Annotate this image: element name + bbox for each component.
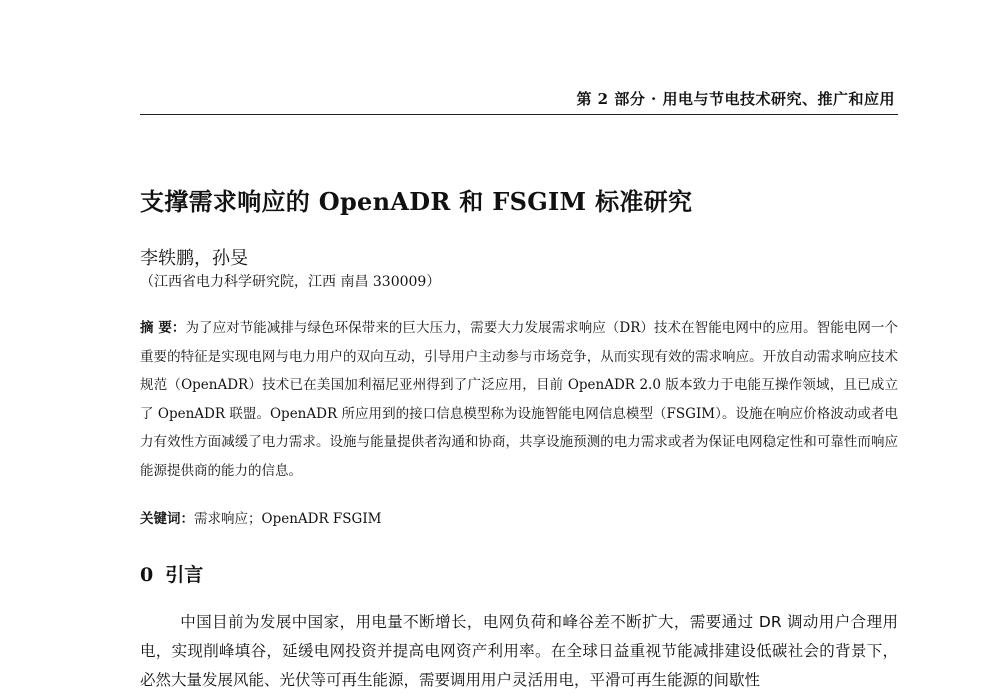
section-number: 0 <box>140 564 154 586</box>
abstract-text: 为了应对节能减排与绿色环保带来的巨大压力，需要大力发展需求响应（DR）技术在智能电网中的应用。智能电网一个重要的特征是实现电网与电力用户的双向互动，引导用户主动参与市场竞争，从而实现有效的需求响应。开放自动需求响应技术规范（OpenADR）技术已在美国加利福尼亚州得到了广泛应用，目前 OpenADR 2.0 版本致力于电能互操作领域，且已成立了 OpenADR 联盟。OpenADR 所应用到的接口信息模型称为设施智能电网信息模型（FSGIM）。设施在响应价格波动或者电力有效性方面减缓了电力需求。设施与能量提供者沟通和协商，共享设施预测的电力需求或者为保证电网稳定性和可靠性而响应能源提供商的能力的信息。 <box>140 320 898 479</box>
running-header: 第 2 部分 · 用电与节电技术研究、推广和应用 <box>576 90 895 108</box>
article-title: 支撑需求响应的 OpenADR 和 FSGIM 标准研究 <box>140 187 693 216</box>
article-authors: 李轶鹏，孙旻 <box>140 248 248 269</box>
keywords-label: 关键词： <box>140 511 194 527</box>
abstract <box>140 314 898 486</box>
keywords-text: 需求响应；OpenADR FSGIM <box>194 511 382 527</box>
keywords <box>140 507 381 527</box>
abstract-label: 摘 要： <box>140 320 186 336</box>
section-title: 引言 <box>165 564 204 586</box>
section-heading <box>140 560 203 587</box>
body-paragraph: 中国目前为发展中国家，用电量不断增长，电网负荷和峰谷差不断扩大，需要通过 DR 调动用户合理用电，实现削峰填谷，延缓电网投资并提高电网资产利用率。在全球日益重视节能减排建设低碳社会的背景下，必然大量发展风能、光伏等可再生能源，需要调用用户灵活用电，平滑可再生能源的间歇性 <box>140 613 898 689</box>
header-divider <box>140 114 898 115</box>
article-affiliation: （江西省电力科学研究院，江西 南昌 330009） <box>140 274 441 290</box>
